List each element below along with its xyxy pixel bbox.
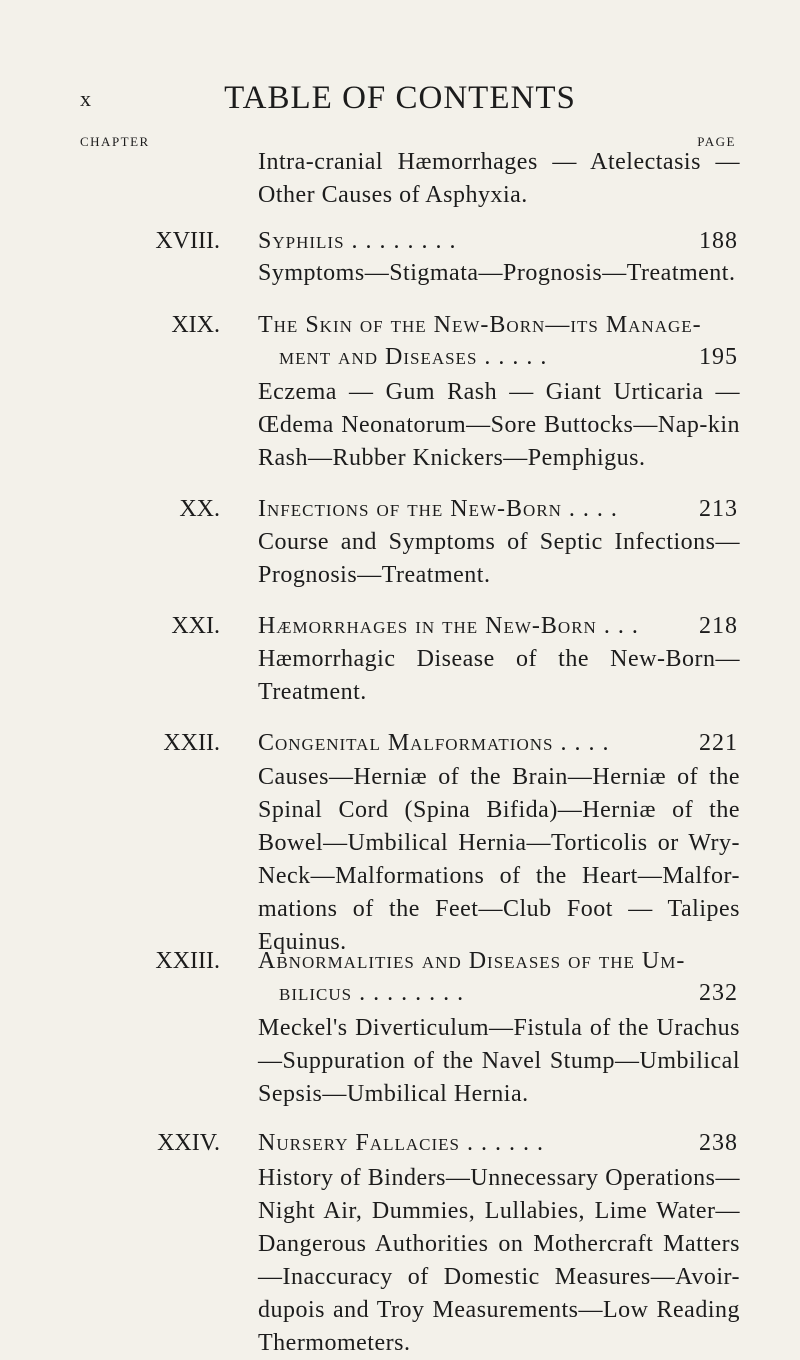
chapter-column-label: CHAPTER (80, 134, 150, 149)
chapter-subtopics: Eczema — Gum Rash — Giant Urticaria — Œdema Neonatorum—Sore Buttocks—Nap-kin Rash—Rubber Knickers—Pemphigus. (258, 379, 740, 471)
chapter-numeral: XVIII. (155, 228, 220, 254)
page-title: TABLE OF CONTENTS (224, 80, 576, 116)
running-header (0, 80, 800, 120)
chapter-title-line: The Skin of the New-Born—its Manage- (258, 312, 702, 338)
continued-subtopics: Intra-cranial Hæmorrhages — Atelectasis — Other Causes of Asphyxia. (258, 149, 740, 208)
page-number: x (80, 86, 92, 111)
chapter-numeral: XX. (179, 496, 220, 522)
chapter-page: 238 (699, 1130, 738, 1156)
chapter-title: Nursery Fallacies . . . . . . (258, 1130, 544, 1156)
chapter-subtopics: Meckel's Diverticulum—Fistula of the Urachus —Suppuration of the Navel Stump—Umbilical Sepsis—Umbilical Hernia. (258, 1015, 740, 1107)
chapter-subtopics: Hæmorrhagic Disease of the New-Born—Treatment. (258, 646, 740, 705)
chapter-numeral: XXI. (171, 613, 220, 639)
chapter-numeral: XXIV. (157, 1130, 220, 1156)
chapter-title: Hæmorrhages in the New-Born . . . (258, 613, 639, 639)
chapter-numeral: XIX. (171, 312, 220, 338)
chapter-subtopics: Causes—Herniæ of the Brain—Herniæ of the Spinal Cord (Spina Bifida)—Herniæ of the Bowel—Umbilical Hernia—Torticolis or Wry-Neck—Malformations of the Heart—Malfor-mations of the Feet—Club Foot — Talipes Equinus. (258, 764, 740, 955)
chapter-page: 195 (699, 344, 738, 370)
chapter-title: Infections of the New-Born . . . . (258, 496, 618, 522)
chapter-page: 221 (699, 730, 738, 756)
chapter-page: 232 (699, 980, 738, 1006)
chapter-page: 188 (699, 228, 738, 254)
chapter-numeral: XXIII. (155, 948, 220, 974)
chapter-title: Congenital Malformations . . . . (258, 730, 610, 756)
chapter-title-line: bilicus . . . . . . . . (279, 980, 465, 1006)
chapter-subtopics: Symptoms—Stigmata—Prognosis—Treatment. (258, 260, 736, 286)
chapter-page: 218 (699, 613, 738, 639)
chapter-title: Syphilis . . . . . . . . (258, 228, 457, 254)
chapter-page: 213 (699, 496, 738, 522)
chapter-numeral: XXII. (163, 730, 220, 756)
chapter-title-line: ment and Diseases . . . . . (279, 344, 548, 370)
page-column-label: PAGE (697, 134, 736, 149)
chapter-title-line: Abnormalities and Diseases of the Um- (258, 948, 686, 974)
chapter-subtopics: History of Binders—Unnecessary Operations—Night Air, Dummies, Lullabies, Lime Water—Dangerous Authorities on Mothercraft Matters —Inaccuracy of Domestic Measures—Avoir-dupois and Troy Measurements—Low Reading Thermometers. (258, 1165, 740, 1356)
chapter-subtopics: Course and Symptoms of Septic Infections—Prognosis—Treatment. (258, 529, 740, 588)
